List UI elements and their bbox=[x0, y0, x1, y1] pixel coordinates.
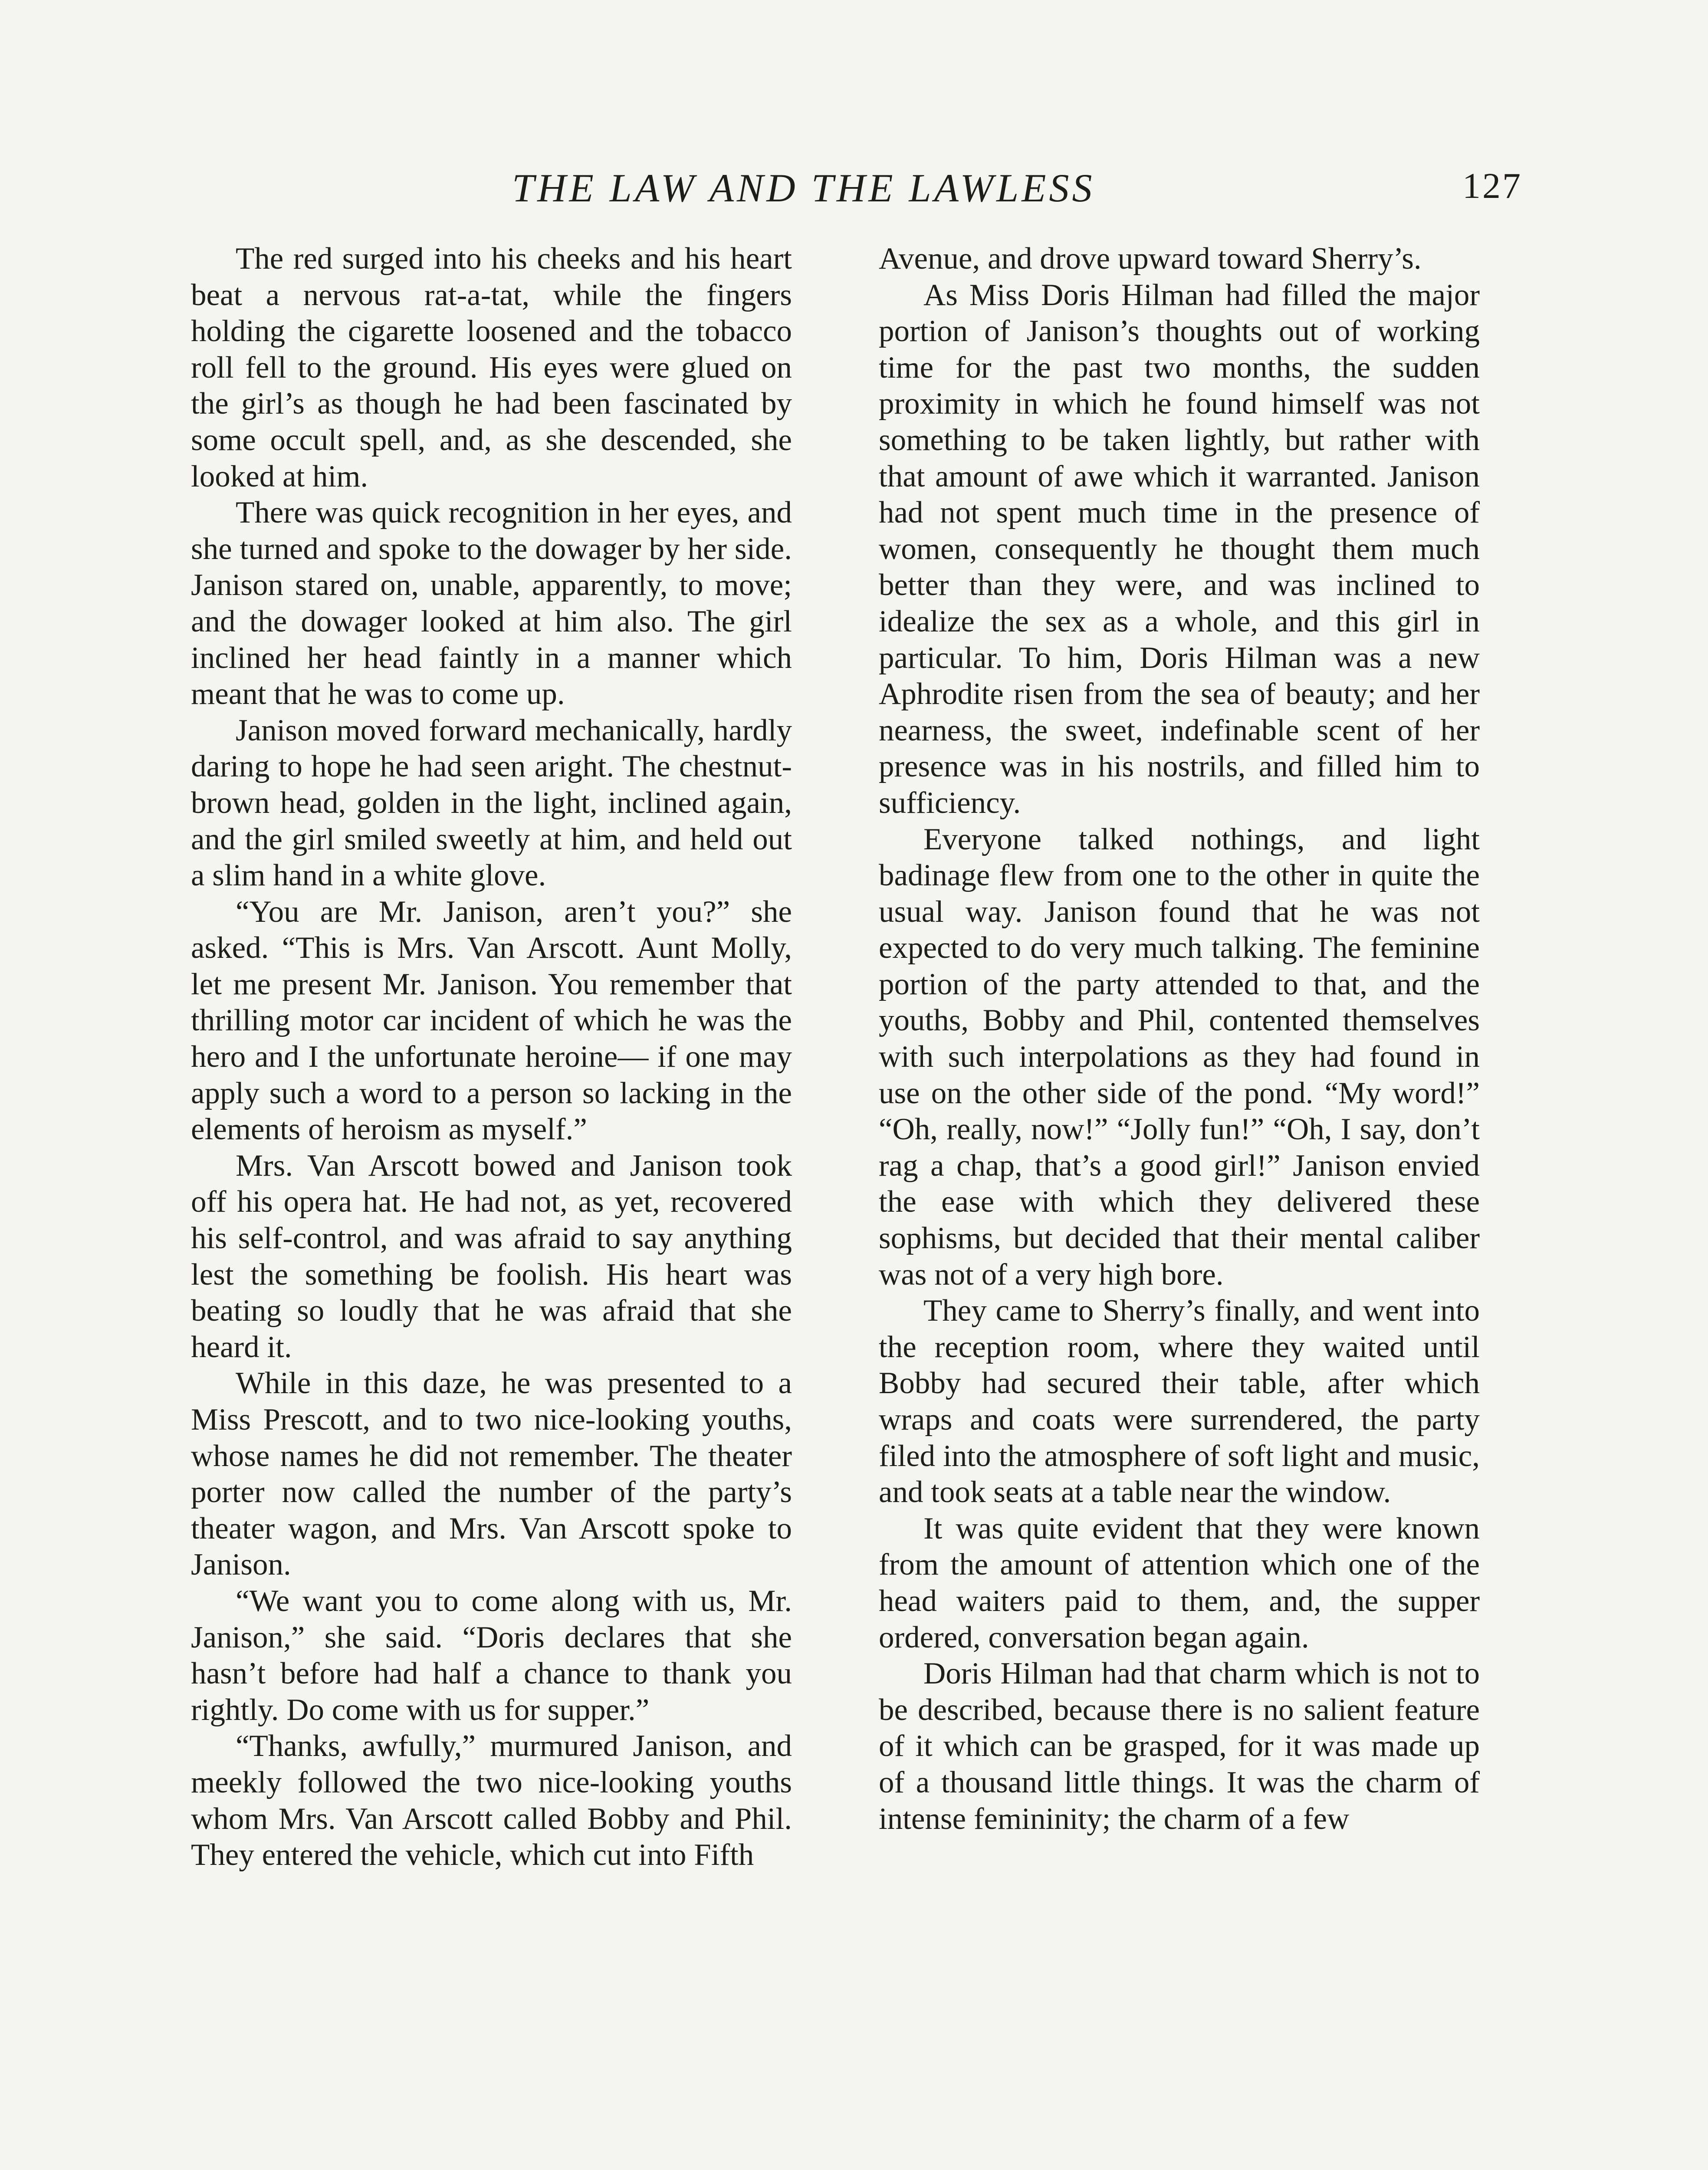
right-column bbox=[879, 241, 1480, 1837]
paragraph: Janison moved forward mechanically, hardly daring to hope he had seen aright. The chestnut-brown head, golden in the light, inclined again, and the girl smiled sweetly at him, and held out a slim hand in a white glove. bbox=[191, 713, 792, 893]
page-header bbox=[0, 165, 1708, 213]
paragraph: The red surged into his cheeks and his heart beat a nervous rat-a-tat, while the fingers holding the cigarette loosened and the tobacco roll fell to the ground. His eyes were glued on the girl’s as though he had been fascinated by some occult spell, and, as she descended, she looked at him. bbox=[191, 242, 792, 493]
paragraph: There was quick recognition in her eyes, and she turned and spoke to the dowager by her side. Janison stared on, unable, apparently, to move; and the dowager looked at him also. The girl inclined her head faintly in a manner which meant that he was to come up. bbox=[191, 496, 792, 711]
running-title: THE LAW AND THE LAWLESS bbox=[512, 166, 1095, 210]
paragraph-continuation: Avenue, and drove upward toward Sherry’s. bbox=[879, 242, 1422, 276]
paragraph: While in this daze, he was presented to a Miss Prescott, and to two nice-looking youths, whose names he did not remember. The theater porter now called the number of the party’s theater wagon, and Mrs. Van Arscott spoke to Janison. bbox=[191, 1366, 792, 1582]
paragraph: “You are Mr. Janison, aren’t you?” she asked. “This is Mrs. Van Arscott. Aunt Molly, let me present Mr. Janison. You remember that thrilling motor car incident of which he was the hero and I the unfortunate heroine— if one may apply such a word to a person so lacking in the elements of heroism as myself.” bbox=[191, 894, 792, 1147]
paragraph: Doris Hilman had that charm which is not to be described, because there is no salient feature of it which can be grasped, for it was made up of a thousand little things. It was the charm of intense femininity; the charm of a few bbox=[879, 1657, 1480, 1836]
paragraph: They came to Sherry’s finally, and went into the reception room, where they waited until Bobby had secured their table, after which wraps and coats were surrendered, the party filed into the atmosphere of soft light and music, and took seats at a table near the window. bbox=[879, 1294, 1480, 1509]
left-column bbox=[191, 241, 792, 1874]
paragraph: “Thanks, awfully,” murmured Janison, and meekly followed the two nice-looking youths whom Mrs. Van Arscott called Bobby and Phil. They entered the vehicle, which cut into Fifth bbox=[191, 1729, 792, 1872]
paragraph: Everyone talked nothings, and light badinage flew from one to the other in quite the usual way. Janison found that he was not expected to do very much talking. The feminine portion of the party attended to that, and the youths, Bobby and Phil, contented themselves with such interpolations as they had found in use on the other side of the pond. “My word!” “Oh, really, now!” “Jolly fun!” “Oh, I say, don’t rag a chap, that’s a good girl!” Janison envied the ease with which they delivered these sophisms, but decided that their mental caliber was not of a very high bore. bbox=[879, 822, 1480, 1292]
paragraph: As Miss Doris Hilman had filled the major portion of Janison’s thoughts out of working time for the past two months, the sudden proximity in which he found himself was not something to be taken lightly, but rather with that amount of awe which it warranted. Janison had not spent much time in the presence of women, consequently he thought them much better than they were, and was inclined to idealize the sex as a whole, and this girl in particular. To him, Doris Hilman was a new Aphrodite risen from the sea of beauty; and her nearness, the sweet, indefinable scent of her presence was in his nostrils, and filled him to sufficiency. bbox=[879, 278, 1480, 820]
paragraph: It was quite evident that they were known from the amount of attention which one of the head waiters paid to them, and, the supper ordered, conversation began again. bbox=[879, 1511, 1480, 1654]
paragraph: Mrs. Van Arscott bowed and Janison took off his opera hat. He had not, as yet, recovered his self-control, and was afraid to say anything lest the something be foolish. His heart was beating so loudly that he was afraid that she heard it. bbox=[191, 1148, 792, 1364]
paragraph: “We want you to come along with us, Mr. Janison,” she said. “Doris declares that she hasn’t before had half a chance to thank you rightly. Do come with us for supper.” bbox=[191, 1584, 792, 1727]
page-number: 127 bbox=[1462, 166, 1522, 206]
